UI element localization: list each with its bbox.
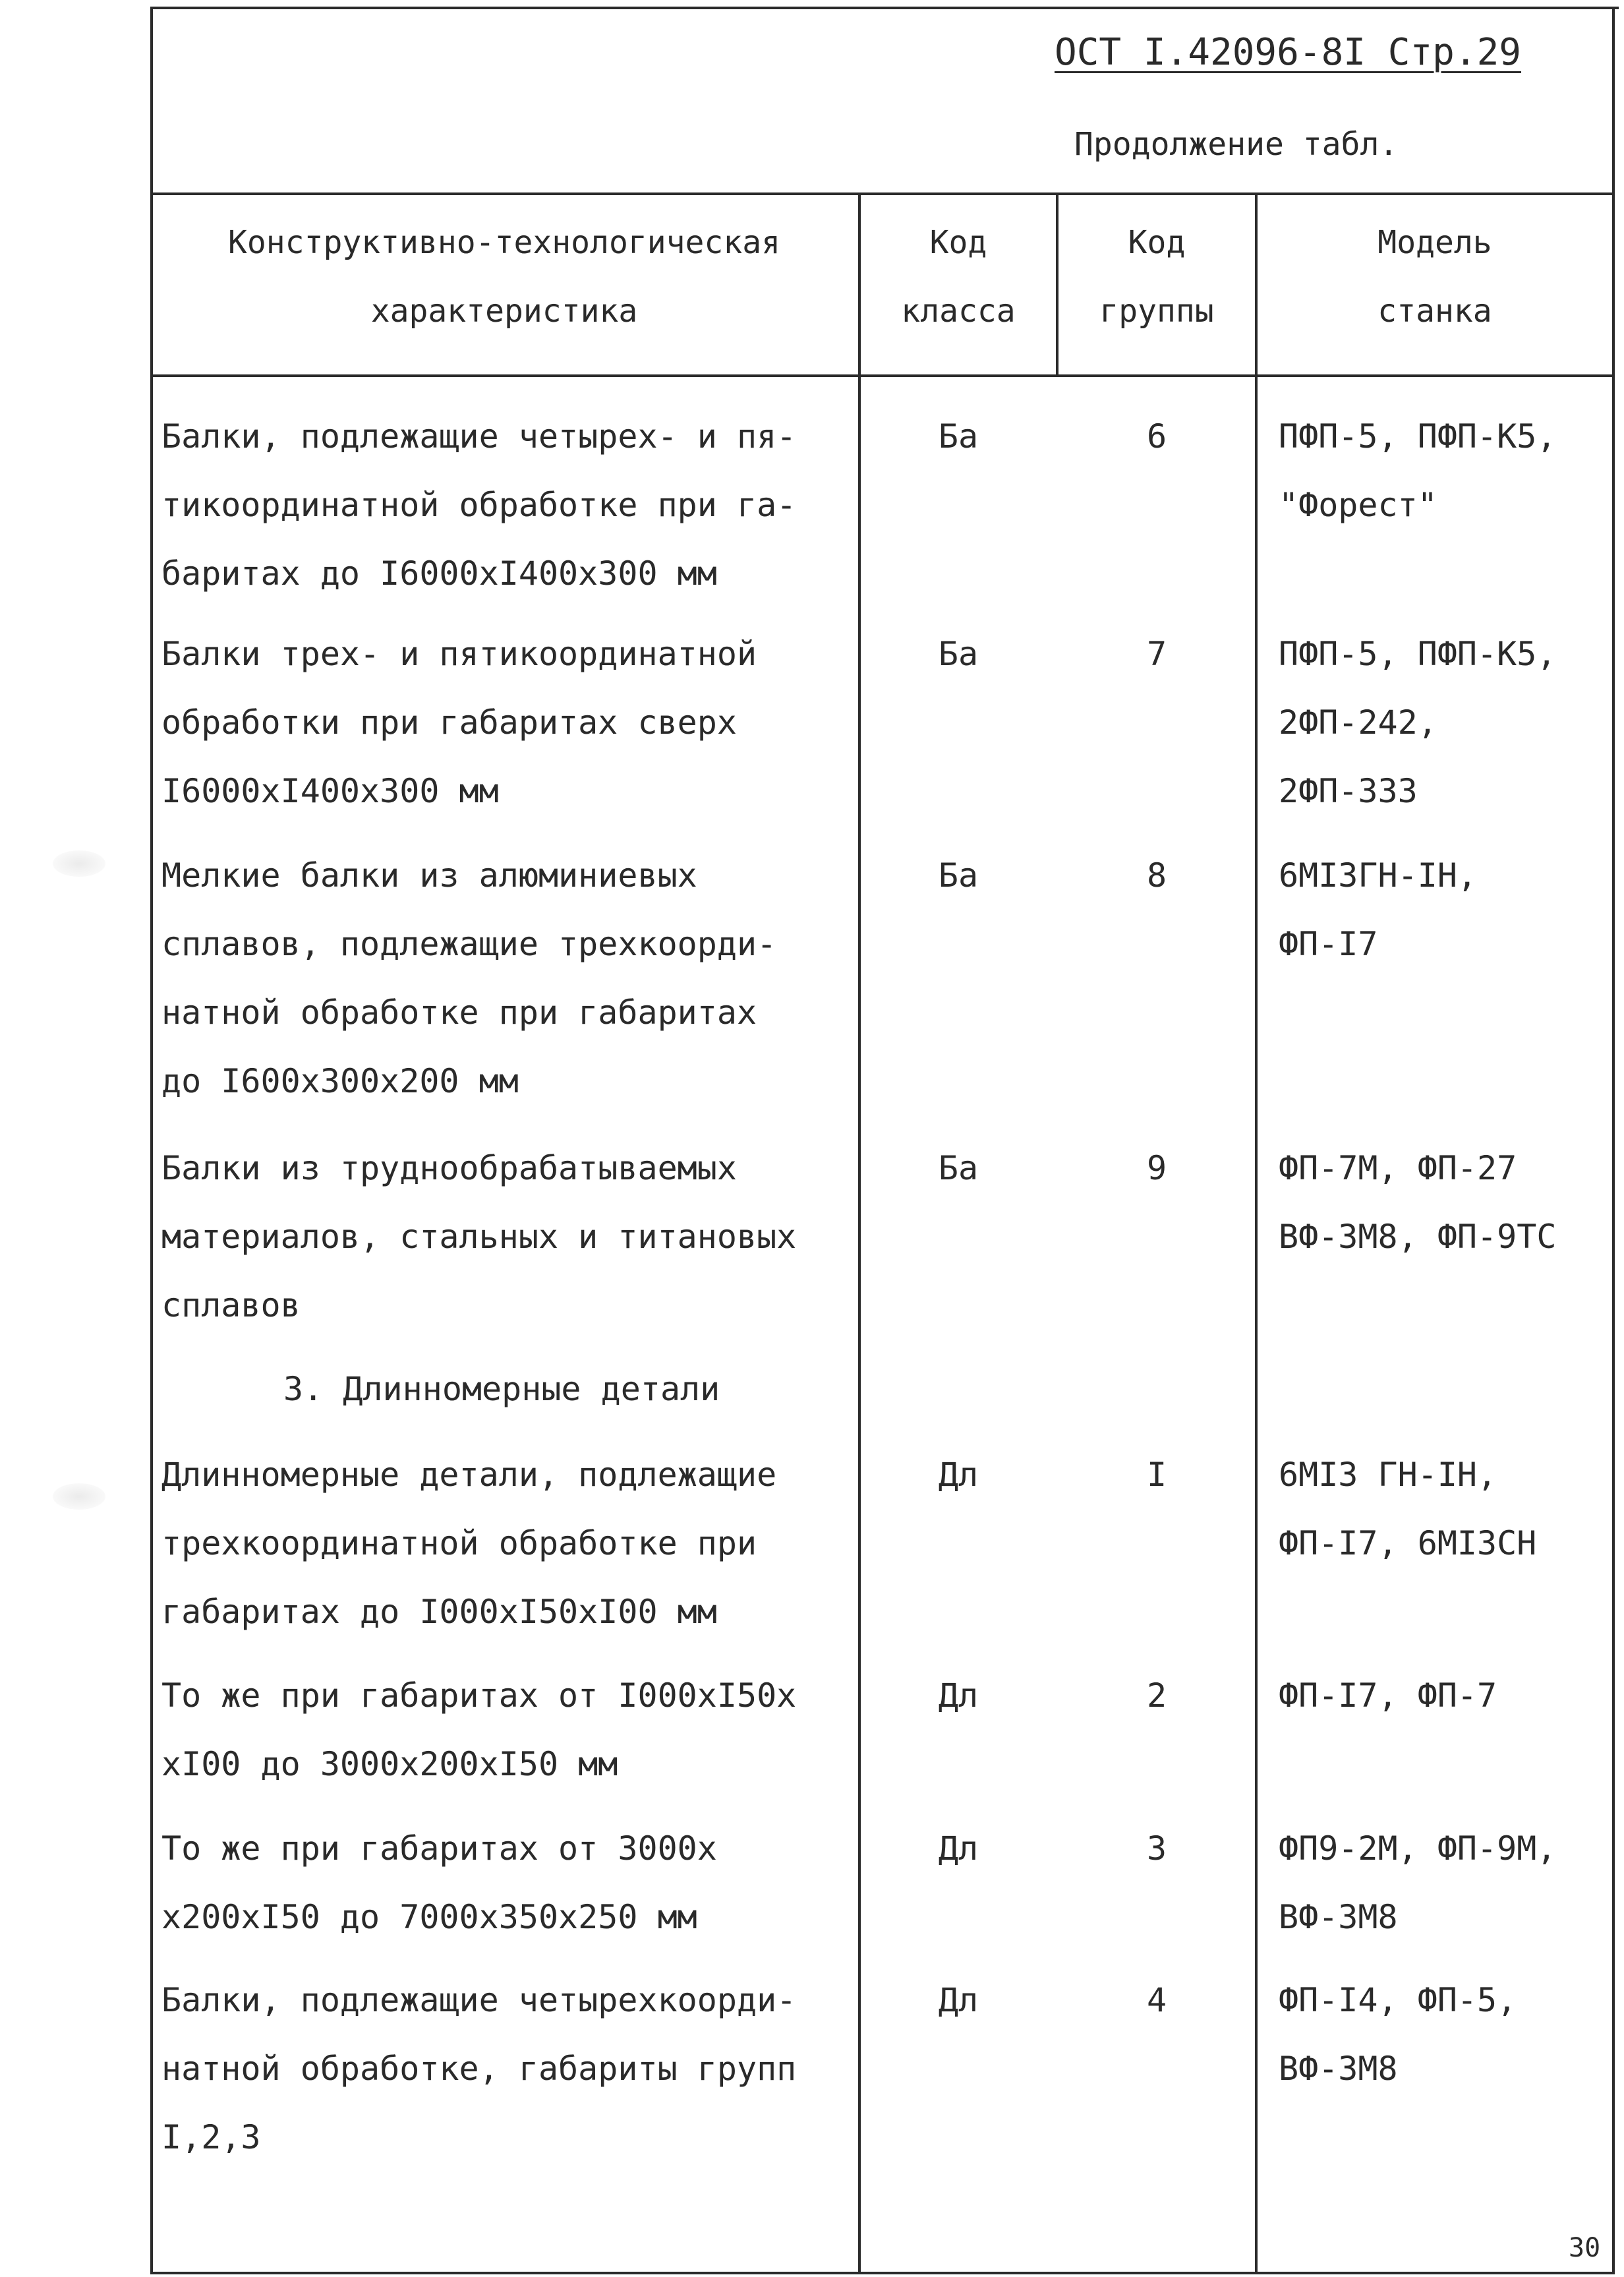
- row-class-code: Ба: [938, 856, 979, 895]
- row-class-code: Дл: [938, 1456, 979, 1494]
- frame-bottom-border: [150, 2272, 1615, 2274]
- column-header-group-code: Код группы: [1099, 224, 1214, 330]
- row-description: То же при габаритах от I000xI50x xI00 до 3000x200xI50 мм: [161, 1676, 797, 1783]
- column-header-machine-model: Модель станка: [1378, 224, 1492, 330]
- row-group-code: 6: [1146, 417, 1167, 456]
- frame-top-border: [150, 7, 1619, 9]
- row-description: Балки, подлежащие четырехкоорди- натной обработке, габариты групп I,2,3: [161, 1981, 797, 2156]
- scan-smudge: [53, 850, 105, 877]
- row-group-code: 2: [1146, 1676, 1167, 1715]
- row-machine-model: ПФП-5, ПФП-К5, "Форест": [1279, 417, 1557, 524]
- row-group-code: 7: [1146, 635, 1167, 673]
- section-title: 3. Длинномерные детали: [283, 1370, 720, 1408]
- column-divider-3: [1255, 195, 1258, 2272]
- row-group-code: I: [1146, 1456, 1167, 1494]
- row-description: То же при габаритах от 3000x x200xI50 до 7000x350x250 мм: [161, 1829, 717, 1936]
- frame-left-border: [150, 7, 153, 2274]
- row-group-code: 4: [1146, 1981, 1167, 2019]
- column-header-characteristic: Конструктивно-технологическая характеристика: [227, 224, 781, 330]
- row-group-code: 8: [1146, 856, 1167, 895]
- row-machine-model: 6МI3ГН-IН, ФП-I7: [1279, 856, 1478, 963]
- row-machine-model: 6МI3 ГН-IН, ФП-I7, 6МI3СН: [1279, 1456, 1537, 1562]
- row-class-code: Дл: [938, 1829, 979, 1868]
- row-class-code: Дл: [938, 1676, 979, 1715]
- page-number: 30: [1569, 2233, 1601, 2263]
- frame-right-border: [1612, 7, 1615, 2274]
- row-description: Длинномерные детали, подлежащие трехкоординатной обработке при габаритах до I000xI50xI00 мм: [161, 1456, 777, 1631]
- row-description: Балки из труднообрабатываемых материалов, стальных и титановых сплавов: [161, 1149, 797, 1324]
- row-group-code: 3: [1146, 1829, 1167, 1868]
- row-class-code: Ба: [938, 417, 979, 456]
- row-description: Балки, подлежащие четырех- и пя- тикоординатной обработке при га- баритах до I6000xI400x300 мм: [161, 417, 797, 593]
- header-bottom-rule: [150, 374, 1615, 377]
- column-divider-1: [858, 195, 861, 2272]
- row-machine-model: ФП9-2М, ФП-9М, ВФ-3М8: [1279, 1829, 1557, 1936]
- document-code: ОСТ I.42096-8I Стр.29: [1055, 31, 1522, 74]
- row-class-code: Дл: [938, 1981, 979, 2019]
- column-header-class-code: Код класса: [901, 224, 1016, 330]
- row-machine-model: ФП-I7, ФП-7: [1279, 1676, 1497, 1715]
- table-continuation-label: Продолжение табл.: [1074, 126, 1399, 163]
- row-class-code: Ба: [938, 1149, 979, 1187]
- table-top-rule: [150, 192, 1615, 195]
- scan-smudge: [53, 1483, 105, 1510]
- row-description: Мелкие балки из алюминиевых сплавов, подлежащие трехкоорди- натной обработке при габаритах до I600x300x200 мм: [161, 856, 777, 1100]
- row-machine-model: ФП-7М, ФП-27 ВФ-3М8, ФП-9ТС: [1279, 1149, 1557, 1256]
- row-machine-model: ПФП-5, ПФП-К5, 2ФП-242, 2ФП-333: [1279, 635, 1557, 810]
- row-description: Балки трех- и пятикоординатной обработки при габаритах сверх I6000xI400x300 мм: [161, 635, 757, 810]
- row-class-code: Ба: [938, 635, 979, 673]
- row-group-code: 9: [1146, 1149, 1167, 1187]
- row-machine-model: ФП-I4, ФП-5, ВФ-3М8: [1279, 1981, 1517, 2088]
